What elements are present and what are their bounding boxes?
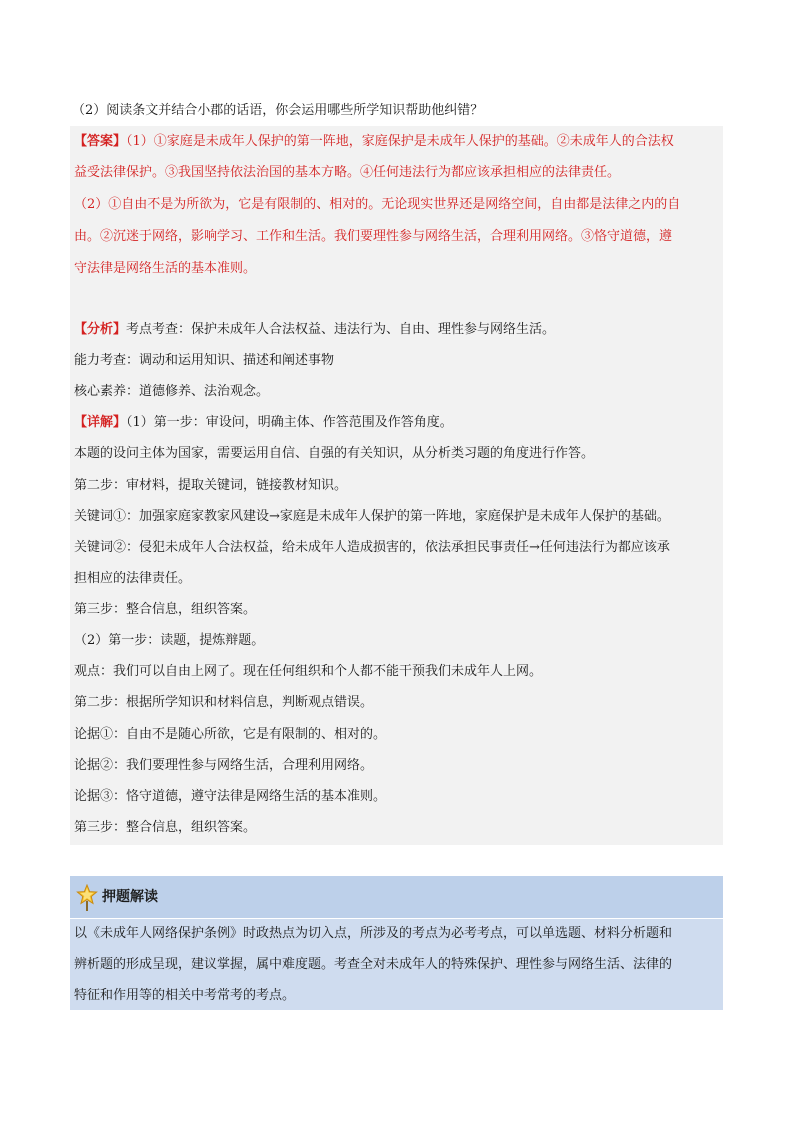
- detail-line-7: 第三步：整合信息，组织答案。: [74, 602, 257, 617]
- detail-line-5: 关键词②：侵犯未成年人合法权益，给未成年人造成损害的，依法承担民事责任→任何违法行为都应该承: [74, 540, 670, 555]
- detail-line-1: 【详解】（1）第一步：审设问，明确主体、作答范围及作答角度。: [74, 415, 453, 430]
- answer-section: [70, 126, 723, 845]
- answer-line-2: 益受法律保护。③我国坚持依法治国的基本方略。④任何违法行为都应该承担相应的法律责任。: [74, 165, 621, 180]
- note-line-3: 特征和作用等的相关中考常考的考点。: [74, 988, 296, 1003]
- analysis-line-1: 【分析】考点考查：保护未成年人合法权益、违法行为、自由、理性参与网络生活。: [74, 322, 556, 337]
- detail-line-2: 本题的设问主体为国家，需要运用自信、自强的有关知识，从分析类习题的角度进行作答。: [74, 446, 595, 461]
- detail-line-14: 第三步：整合信息，组织答案。: [74, 820, 257, 835]
- detail-line-6: 担相应的法律责任。: [74, 571, 192, 586]
- detail-line-11: 论据①：自由不是随心所欲，它是有限制的、相对的。: [74, 727, 387, 742]
- question-text: （2）阅读条文并结合小郡的话语，你会运用哪些所学知识帮助他纠错？: [72, 103, 484, 118]
- note-line-1: 以《未成年人网络保护条例》时政热点为切入点，所涉及的考点为必考考点，可以单选题、材料分析题和: [74, 926, 673, 941]
- detail-line-10: 第二步：根据所学知识和材料信息，判断观点错误。: [74, 695, 374, 710]
- analysis-line-3: 核心素养：道德修养、法治观念。: [74, 384, 270, 399]
- answer-line-5: 守法律是网络生活的基本准则。: [74, 261, 257, 276]
- prediction-note-box: [70, 876, 723, 1010]
- answer-line-4: 由。②沉迷于网络，影响学习、工作和生活。我们要理性参与网络生活，合理利用网络。③恪守道德，遵: [74, 229, 673, 244]
- note-header: [70, 876, 723, 919]
- detail-line-9: 观点：我们可以自由上网了。现在任何组织和个人都不能干预我们未成年人上网。: [74, 664, 543, 679]
- detail-line-4: 关键词①：加强家庭家教家风建设→家庭是未成年人保护的第一阵地，家庭保护是未成年人保护的基础。: [74, 509, 670, 524]
- note-title: 押题解读: [102, 889, 158, 905]
- detail-line-12: 论据②：我们要理性参与网络生活，合理利用网络。: [74, 758, 374, 773]
- detail-line-3: 第二步：审材料，提取关键词，链接教材知识。: [74, 478, 348, 493]
- detail-line-8: （2）第一步：读题，提炼辩题。: [74, 633, 265, 648]
- analysis-tag: 【分析】: [74, 322, 127, 337]
- detail-tag: 【详解】: [74, 415, 127, 430]
- answer-tag: 【答案】: [74, 134, 127, 149]
- detail-line-13: 论据③：恪守道德，遵守法律是网络生活的基本准则。: [74, 789, 387, 804]
- star-icon: [76, 884, 98, 912]
- analysis-line-2: 能力考查：调动和运用知识、描述和阐述事物: [74, 353, 335, 368]
- note-line-2: 辨析题的形成呈现，建议掌握，属中难度题。考查全对未成年人的特殊保护、理性参与网络生活、法律的: [74, 957, 673, 972]
- answer-line-1: 【答案】（1）①家庭是未成年人保护的第一阵地，家庭保护是未成年人保护的基础。②未成年人的合法权: [74, 134, 674, 149]
- answer-line-3: （2）①自由不是为所欲为，它是有限制的、相对的。无论现实世界还是网络空间，自由都是法律之内的自: [74, 197, 681, 212]
